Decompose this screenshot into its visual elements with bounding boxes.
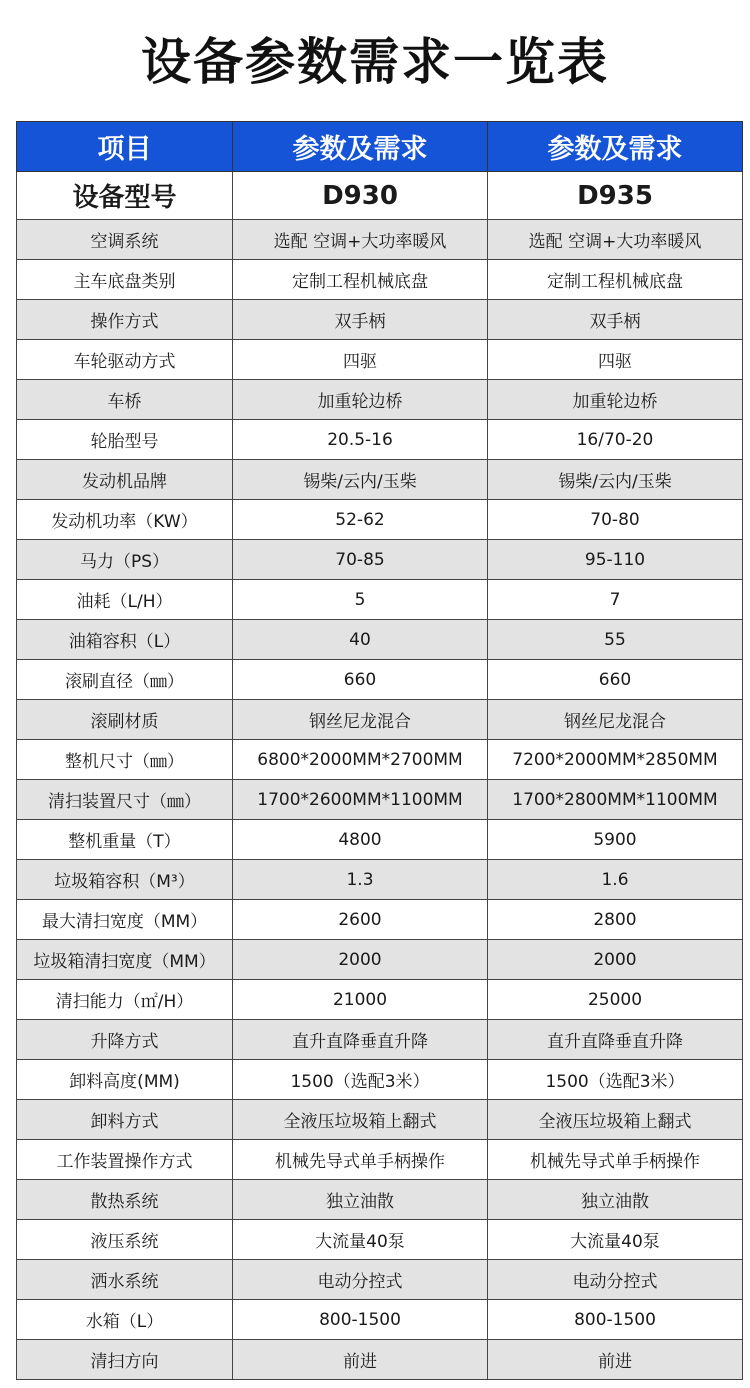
row-value-d930: 定制工程机械底盘 — [233, 260, 488, 300]
spec-table — [16, 121, 743, 1380]
row-value-d935: 锡柴/云内/玉柴 — [488, 460, 743, 500]
table-row — [17, 1100, 743, 1140]
table-row — [17, 420, 743, 460]
row-label: 发动机品牌 — [17, 460, 233, 500]
model-d930: D930 — [233, 172, 488, 220]
table-row — [17, 1180, 743, 1220]
row-value-d935: 双手柄 — [488, 300, 743, 340]
row-value-d930: 双手柄 — [233, 300, 488, 340]
row-value-d935: 55 — [488, 620, 743, 660]
row-value-d930: 机械先导式单手柄操作 — [233, 1140, 488, 1180]
row-label: 车轮驱动方式 — [17, 340, 233, 380]
row-value-d930: 选配 空调+大功率暖风 — [233, 220, 488, 260]
header-d935: 参数及需求 — [488, 122, 743, 172]
row-value-d935: 全液压垃圾箱上翻式 — [488, 1100, 743, 1140]
table-row — [17, 460, 743, 500]
row-value-d930: 20.5-16 — [233, 420, 488, 460]
row-label: 油箱容积（L） — [17, 620, 233, 660]
row-label: 工作装置操作方式 — [17, 1140, 233, 1180]
row-value-d930: 加重轮边桥 — [233, 380, 488, 420]
table-row — [17, 1220, 743, 1260]
row-label: 清扫装置尺寸（㎜） — [17, 780, 233, 820]
row-value-d930: 直升直降垂直升降 — [233, 1020, 488, 1060]
row-label: 洒水系统 — [17, 1260, 233, 1300]
row-value-d935: 选配 空调+大功率暖风 — [488, 220, 743, 260]
row-value-d930: 前进 — [233, 1340, 488, 1380]
table-row — [17, 900, 743, 940]
table-row — [17, 1300, 743, 1340]
row-value-d935: 1500（选配3米） — [488, 1060, 743, 1100]
row-value-d935: 大流量40泵 — [488, 1220, 743, 1260]
row-label: 液压系统 — [17, 1220, 233, 1260]
row-value-d935: 7200*2000MM*2850MM — [488, 740, 743, 780]
row-value-d935: 四驱 — [488, 340, 743, 380]
row-value-d930: 21000 — [233, 980, 488, 1020]
table-row — [17, 700, 743, 740]
row-value-d935: 2800 — [488, 900, 743, 940]
row-value-d930: 1700*2600MM*1100MM — [233, 780, 488, 820]
row-label: 最大清扫宽度（MM） — [17, 900, 233, 940]
row-value-d935: 16/70-20 — [488, 420, 743, 460]
row-value-d930: 660 — [233, 660, 488, 700]
table-row — [17, 340, 743, 380]
row-value-d930: 全液压垃圾箱上翻式 — [233, 1100, 488, 1140]
row-label: 卸料方式 — [17, 1100, 233, 1140]
page-title: 设备参数需求一览表 — [141, 33, 609, 91]
row-value-d930: 锡柴/云内/玉柴 — [233, 460, 488, 500]
table-row — [17, 380, 743, 420]
row-label: 滚刷直径（㎜） — [17, 660, 233, 700]
header-d930: 参数及需求 — [233, 122, 488, 172]
table-row — [17, 660, 743, 700]
table-row — [17, 1060, 743, 1100]
row-value-d935: 25000 — [488, 980, 743, 1020]
table-row — [17, 820, 743, 860]
row-value-d930: 70-85 — [233, 540, 488, 580]
row-label: 垃圾箱容积（M³） — [17, 860, 233, 900]
model-d935: D935 — [488, 172, 743, 220]
row-label: 轮胎型号 — [17, 420, 233, 460]
row-value-d935: 800-1500 — [488, 1300, 743, 1340]
table-row — [17, 500, 743, 540]
row-value-d930: 800-1500 — [233, 1300, 488, 1340]
table-row — [17, 740, 743, 780]
row-value-d930: 4800 — [233, 820, 488, 860]
table-row — [17, 580, 743, 620]
row-label: 整机重量（T） — [17, 820, 233, 860]
table-row — [17, 220, 743, 260]
row-value-d930: 2000 — [233, 940, 488, 980]
row-value-d930: 钢丝尼龙混合 — [233, 700, 488, 740]
row-value-d935: 电动分控式 — [488, 1260, 743, 1300]
table-header-row — [17, 122, 743, 172]
row-value-d935: 前进 — [488, 1340, 743, 1380]
row-label: 水箱（L） — [17, 1300, 233, 1340]
header-item: 项目 — [17, 122, 233, 172]
row-value-d930: 5 — [233, 580, 488, 620]
row-value-d935: 70-80 — [488, 500, 743, 540]
row-value-d935: 660 — [488, 660, 743, 700]
row-label: 滚刷材质 — [17, 700, 233, 740]
row-value-d930: 1500（选配3米） — [233, 1060, 488, 1100]
row-value-d935: 独立油散 — [488, 1180, 743, 1220]
row-value-d930: 独立油散 — [233, 1180, 488, 1220]
table-row — [17, 540, 743, 580]
model-row — [17, 172, 743, 220]
row-value-d935: 机械先导式单手柄操作 — [488, 1140, 743, 1180]
table-row — [17, 780, 743, 820]
row-value-d930: 四驱 — [233, 340, 488, 380]
row-value-d935: 1.6 — [488, 860, 743, 900]
row-value-d935: 95-110 — [488, 540, 743, 580]
row-value-d935: 加重轮边桥 — [488, 380, 743, 420]
table-row — [17, 1260, 743, 1300]
table-row — [17, 260, 743, 300]
row-value-d935: 定制工程机械底盘 — [488, 260, 743, 300]
row-label: 整机尺寸（㎜） — [17, 740, 233, 780]
row-value-d935: 7 — [488, 580, 743, 620]
row-value-d930: 52-62 — [233, 500, 488, 540]
row-label: 马力（PS） — [17, 540, 233, 580]
row-value-d935: 1700*2800MM*1100MM — [488, 780, 743, 820]
table-row — [17, 980, 743, 1020]
row-label: 升降方式 — [17, 1020, 233, 1060]
row-value-d930: 40 — [233, 620, 488, 660]
row-label: 车桥 — [17, 380, 233, 420]
row-value-d930: 6800*2000MM*2700MM — [233, 740, 488, 780]
row-label: 散热系统 — [17, 1180, 233, 1220]
row-value-d935: 钢丝尼龙混合 — [488, 700, 743, 740]
row-label: 发动机功率（KW） — [17, 500, 233, 540]
table-row — [17, 860, 743, 900]
table-row — [17, 1340, 743, 1380]
row-value-d930: 2600 — [233, 900, 488, 940]
row-value-d930: 大流量40泵 — [233, 1220, 488, 1260]
row-label: 空调系统 — [17, 220, 233, 260]
row-value-d935: 直升直降垂直升降 — [488, 1020, 743, 1060]
row-label: 操作方式 — [17, 300, 233, 340]
table-row — [17, 940, 743, 980]
row-value-d930: 1.3 — [233, 860, 488, 900]
row-label: 卸料高度(MM) — [17, 1060, 233, 1100]
table-row — [17, 1020, 743, 1060]
table-row — [17, 1140, 743, 1180]
row-label: 清扫能力（㎡/H） — [17, 980, 233, 1020]
table-row — [17, 620, 743, 660]
row-label: 垃圾箱清扫宽度（MM） — [17, 940, 233, 980]
row-value-d930: 电动分控式 — [233, 1260, 488, 1300]
row-label: 清扫方向 — [17, 1340, 233, 1380]
row-value-d935: 5900 — [488, 820, 743, 860]
row-label: 主车底盘类别 — [17, 260, 233, 300]
model-label: 设备型号 — [17, 172, 233, 220]
row-value-d935: 2000 — [488, 940, 743, 980]
row-label: 油耗（L/H） — [17, 580, 233, 620]
table-row — [17, 300, 743, 340]
